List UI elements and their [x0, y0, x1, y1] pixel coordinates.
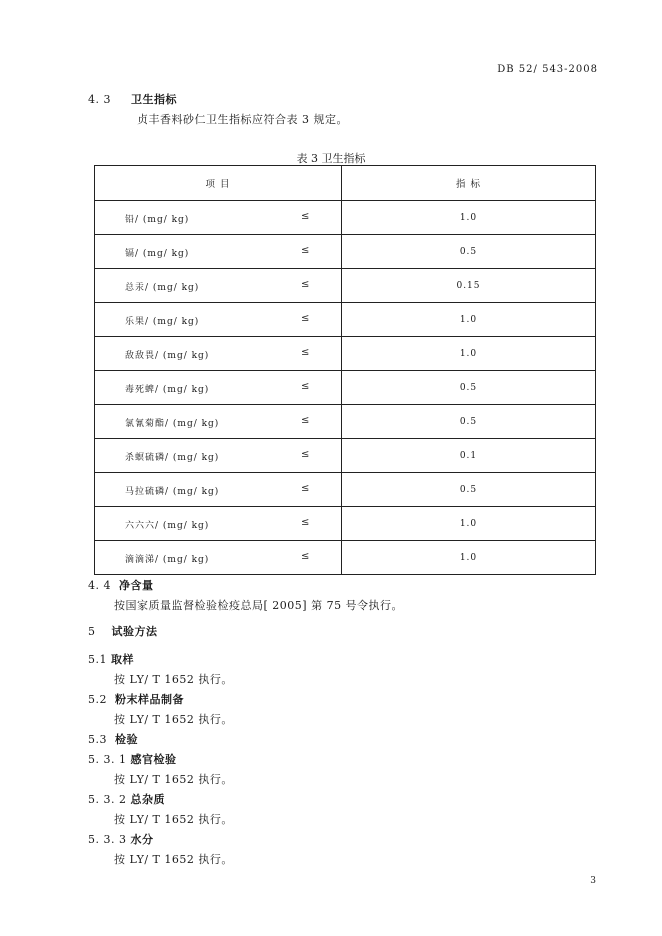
- section-5-3-2-heading: [88, 791, 165, 807]
- item-name: 滴滴涕/ (mg/ kg): [125, 555, 210, 565]
- section-title: 试验方法: [111, 625, 158, 638]
- column-header-item: 项 目: [95, 166, 342, 201]
- hygiene-index-table: [94, 165, 596, 575]
- section-4-3-text: 贞丰香料砂仁卫生指标应符合表 3 规定。: [137, 113, 348, 126]
- item-name: 杀螟硫磷/ (mg/ kg): [125, 453, 220, 463]
- index-value: 0.5: [342, 371, 596, 405]
- table-row: [95, 405, 596, 439]
- section-number: 5.3: [88, 733, 107, 746]
- item-cell: [95, 269, 342, 303]
- section-title: 粉末样品制备: [115, 693, 184, 706]
- section-title: 感官检验: [130, 753, 177, 766]
- page-number: 3: [590, 876, 596, 886]
- index-value: 1.0: [342, 507, 596, 541]
- comparison-operator: ≤: [301, 347, 311, 358]
- item-cell: [95, 439, 342, 473]
- comparison-operator: ≤: [301, 551, 311, 562]
- section-title: 卫生指标: [130, 93, 177, 106]
- table-row: [95, 541, 596, 575]
- index-value: 0.5: [342, 405, 596, 439]
- section-number: 5. 3. 3: [88, 833, 127, 846]
- item-name: 总汞/ (mg/ kg): [125, 283, 200, 293]
- item-cell: [95, 235, 342, 269]
- item-name: 铅/ (mg/ kg): [125, 215, 190, 225]
- item-name: 镉/ (mg/ kg): [125, 249, 190, 259]
- table-row: [95, 235, 596, 269]
- table-row: [95, 303, 596, 337]
- section-5-3-2-text: 按 LY/ T 1652 执行。: [114, 813, 233, 826]
- table-header-row: [95, 166, 596, 201]
- section-5-3-heading: [88, 731, 138, 747]
- index-value: 0.15: [342, 269, 596, 303]
- index-value: 1.0: [342, 201, 596, 235]
- section-number: 4. 3: [88, 93, 111, 106]
- column-header-value: 指 标: [342, 166, 596, 201]
- section-4-3-heading: [88, 91, 177, 107]
- section-4-4-heading: [88, 577, 154, 593]
- section-number: 5.1: [88, 653, 107, 666]
- document-code: DB 52/ 543-2008: [497, 64, 598, 75]
- comparison-operator: ≤: [301, 449, 311, 460]
- section-title: 取样: [111, 653, 134, 666]
- item-name: 六六六/ (mg/ kg): [125, 521, 210, 531]
- comparison-operator: ≤: [301, 415, 311, 426]
- section-title: 水分: [130, 833, 154, 846]
- section-5-2-text: 按 LY/ T 1652 执行。: [114, 713, 233, 726]
- index-value: 0.5: [342, 473, 596, 507]
- item-cell: [95, 541, 342, 575]
- item-name: 氯氰菊酯/ (mg/ kg): [125, 419, 220, 429]
- section-5-3-1-heading: [88, 751, 176, 767]
- table-row: [95, 507, 596, 541]
- item-cell: [95, 371, 342, 405]
- section-5-3-3-heading: [88, 831, 153, 847]
- table-row: [95, 337, 596, 371]
- section-title: 检验: [115, 733, 138, 746]
- comparison-operator: ≤: [301, 279, 311, 290]
- section-4-4-text: 按国家质量监督检验检疫总局[ 2005] 第 75 号令执行。: [114, 599, 404, 612]
- index-value: 1.0: [342, 337, 596, 371]
- section-title: 总杂质: [130, 793, 165, 806]
- comparison-operator: ≤: [301, 483, 311, 494]
- comparison-operator: ≤: [301, 381, 311, 392]
- section-number: 4. 4: [88, 579, 111, 592]
- comparison-operator: ≤: [301, 313, 311, 324]
- index-value: 1.0: [342, 303, 596, 337]
- comparison-operator: ≤: [301, 245, 311, 256]
- item-name: 乐果/ (mg/ kg): [125, 317, 200, 327]
- table-row: [95, 371, 596, 405]
- index-value: 0.5: [342, 235, 596, 269]
- item-cell: [95, 507, 342, 541]
- section-number: 5.2: [88, 693, 107, 706]
- section-number: 5. 3. 2: [88, 793, 127, 806]
- item-cell: [95, 405, 342, 439]
- section-5-3-1-text: 按 LY/ T 1652 执行。: [114, 773, 233, 786]
- table-row: [95, 201, 596, 235]
- table-row: [95, 269, 596, 303]
- section-title: 净含量: [119, 579, 154, 592]
- item-cell: [95, 337, 342, 371]
- section-number: 5: [88, 625, 96, 638]
- item-cell: [95, 303, 342, 337]
- table-row: [95, 439, 596, 473]
- section-5-3-3-text: 按 LY/ T 1652 执行。: [114, 853, 233, 866]
- item-name: 敌敌畏/ (mg/ kg): [125, 351, 210, 361]
- table-caption: 表 3 卫生指标: [296, 152, 366, 165]
- section-number: 5. 3. 1: [88, 753, 127, 766]
- section-5-heading: [88, 623, 158, 639]
- item-cell: [95, 473, 342, 507]
- index-value: 1.0: [342, 541, 596, 575]
- item-name: 毒死蜱/ (mg/ kg): [125, 385, 210, 395]
- item-cell: [95, 201, 342, 235]
- table-row: [95, 473, 596, 507]
- section-5-2-heading: [88, 691, 184, 707]
- comparison-operator: ≤: [301, 211, 311, 222]
- item-name: 马拉硫磷/ (mg/ kg): [125, 487, 220, 497]
- index-value: 0.1: [342, 439, 596, 473]
- comparison-operator: ≤: [301, 517, 311, 528]
- section-5-1-text: 按 LY/ T 1652 执行。: [114, 673, 233, 686]
- section-5-1-heading: [88, 651, 134, 667]
